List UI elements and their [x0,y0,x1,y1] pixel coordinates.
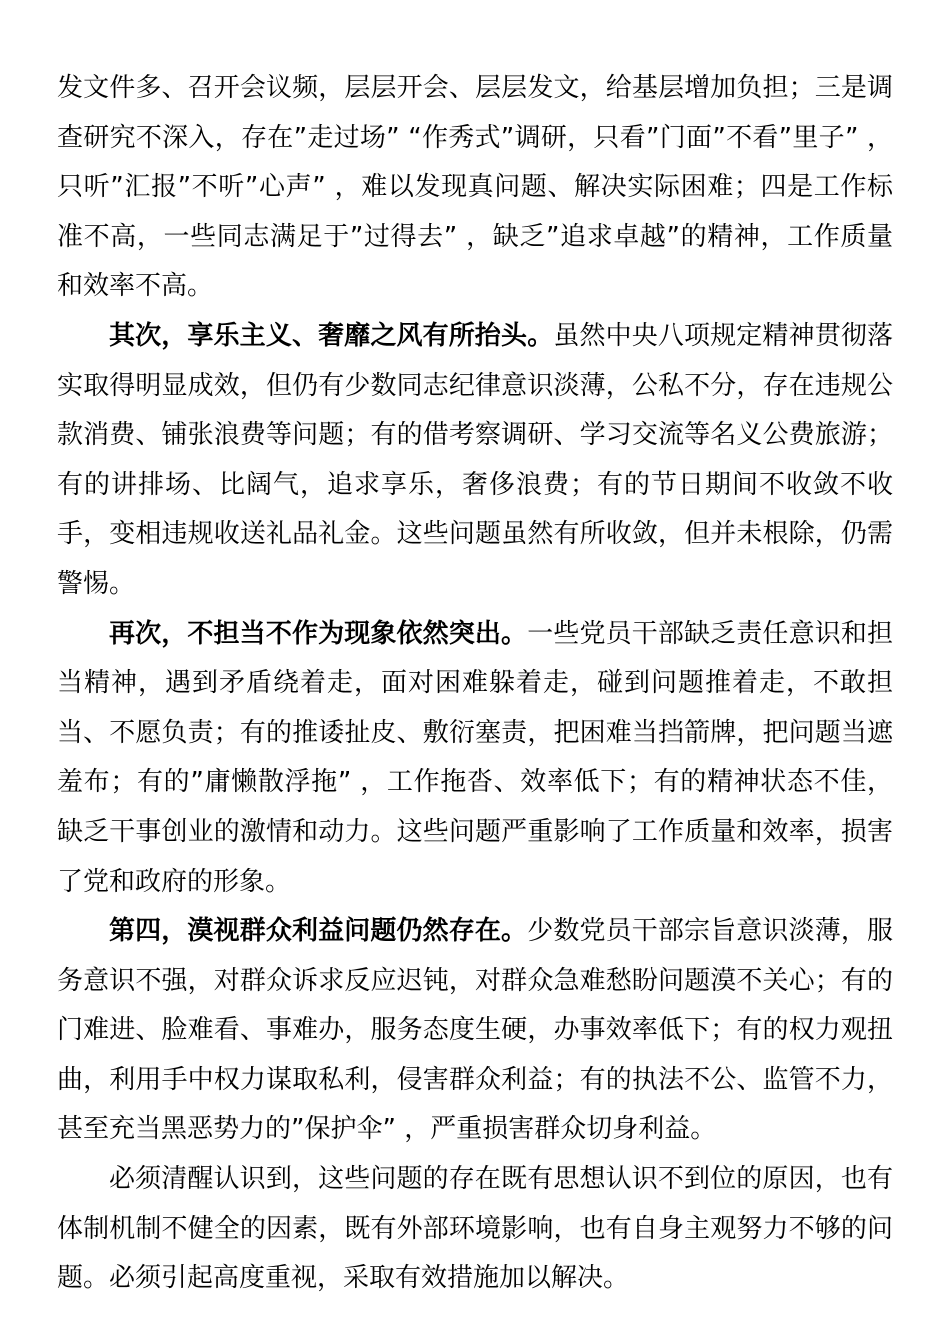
paragraph-inaction [57,610,893,908]
paragraph-conclusion [57,1155,893,1304]
paragraph-continuation [57,64,893,312]
paragraph-hedonism [57,312,893,610]
paragraph-text: 少数党员干部宗旨意识淡薄，服务意识不强，对群众诉求反应迟钝，对群众急难愁盼问题漠不关心；有的门难进、脸难看、事难办，服务态度生硬，办事效率低下；有的权力观扭曲，利用手中权力谋取私利，侵害群众利益；有的执法不公、监管不力，甚至充当黑恶势力的”保护伞” ，严重损害群众切身利益。 [57,916,893,1145]
paragraph-heading: 其次，享乐主义、奢靡之风有所抬头。 [109,320,554,351]
paragraph-text: 虽然中央八项规定精神贯彻落实取得明显成效，但仍有少数同志纪律意识淡薄，公私不分，存在违规公款消费、铺张浪费等问题；有的借考察调研、学习交流等名义公费旅游；有的讲排场、比阔气，追求享乐，奢侈浪费；有的节日期间不收敛不收手，变相违规收送礼品礼金。这些问题虽然有所收敛，但并未根除，仍需警惕。 [57,320,893,599]
paragraph-text: 一些党员干部缺乏责任意识和担当精神，遇到矛盾绕着走，面对困难躲着走，碰到问题推着走，不敢担当、不愿负责；有的推诿扯皮、敷衍塞责，把困难当挡箭牌，把问题当遮羞布；有的”庸懒散浮拖” ，工作拖沓、效率低下；有的精神状态不佳，缺乏干事创业的激情和动力。这些问题严重影响了工作质量和效率，损害了党和政府的形象。 [57,618,893,897]
paragraph-heading: 再次，不担当不作为现象依然突出。 [109,618,528,649]
document-body [57,64,893,1304]
paragraph-heading: 第四，漠视群众利益问题仍然存在。 [109,916,528,947]
paragraph-text: 必须清醒认识到，这些问题的存在既有思想认识不到位的原因，也有体制机制不健全的因素，既有外部环境影响，也有自身主观努力不够的问题。必须引起高度重视，采取有效措施加以解决。 [57,1164,893,1294]
paragraph-text: 发文件多、召开会议频，层层开会、层层发文，给基层增加负担；三是调查研究不深入，存在”走过场” “作秀式”调研，只看”门面”不看”里子” ，只听”汇报”不听”心声” ，难以发现真问题、解决实际困难；四是工作标准不高，一些同志满足于”过得去” ，缺乏”追求卓越”的精神，工作质量和效率不高。 [57,73,893,302]
paragraph-mass-interests [57,907,893,1155]
